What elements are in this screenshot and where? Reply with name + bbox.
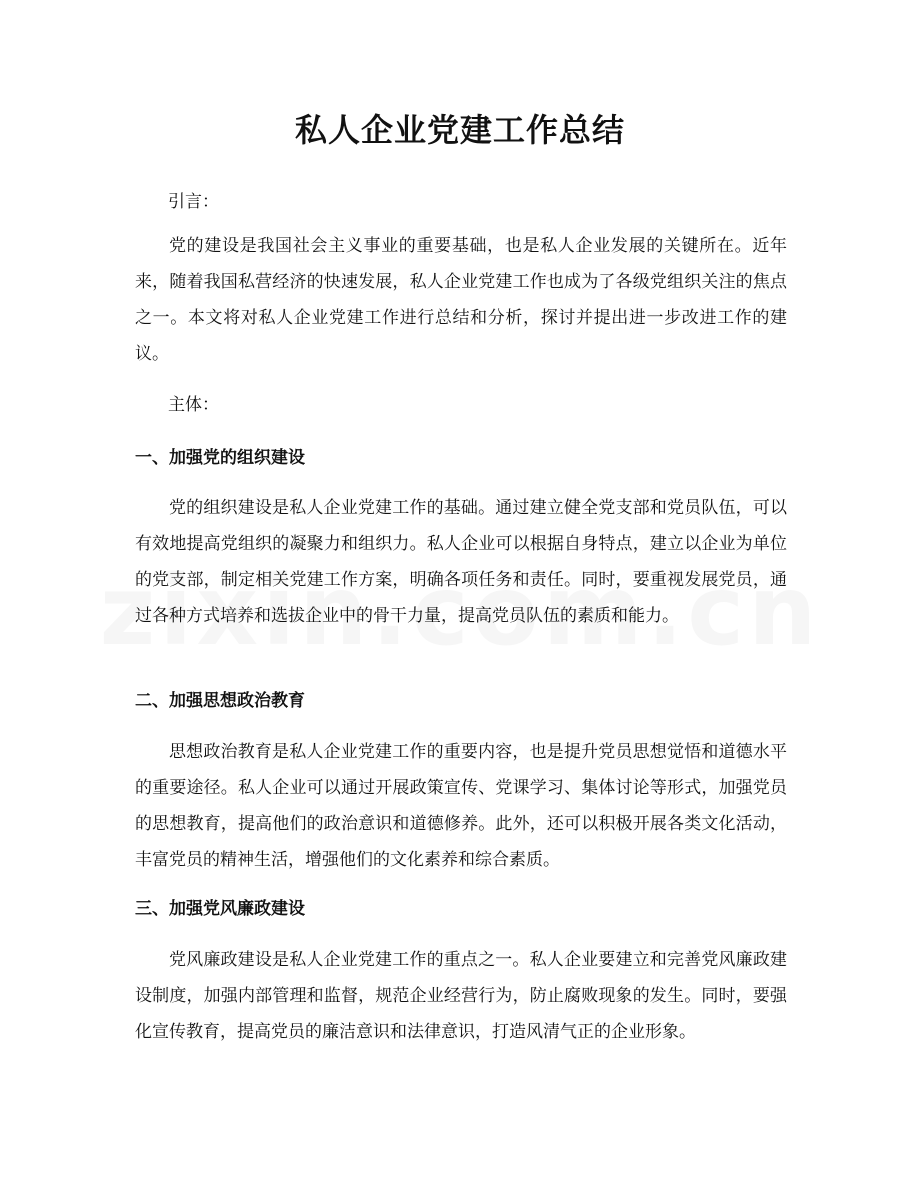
section-1-heading: 一、加强党的组织建设 [135, 448, 305, 468]
section-3-paragraph: 党风廉政建设是私人企业党建工作的重点之一。私人企业要建立和完善党风廉政建设制度，加强内部管理和监督，规范企业经营行为，防止腐败现象的发生。同时，要强化宣传教育，提高党员的廉洁意识和法律意识，打造风清气正的企业形象。 [135, 950, 787, 1042]
body-label: 主体： [168, 395, 219, 415]
section-3-heading: 三、加强党风廉政建设 [135, 899, 305, 919]
intro-paragraph: 党的建设是我国社会主义事业的重要基础，也是私人企业发展的关键所在。近年来，随着我国私营经济的快速发展，私人企业党建工作也成为了各级党组织关注的焦点之一。本文将对私人企业党建工作进行总结和分析，探讨并提出进一步改进工作的建议。 [135, 236, 787, 364]
section-1-paragraph: 党的组织建设是私人企业党建工作的基础。通过建立健全党支部和党员队伍，可以有效地提高党组织的凝聚力和组织力。私人企业可以根据自身特点，建立以企业为单位的党支部，制定相关党建工作方案，明确各项任务和责任。同时，要重视发展党员，通过各种方式培养和选拔企业中的骨干力量，提高党员队伍的素质和能力。 [135, 498, 787, 626]
section-2-heading: 二、加强思想政治教育 [135, 691, 305, 711]
intro-label: 引言： [168, 192, 219, 212]
page-title: 私人企业党建工作总结 [294, 111, 625, 149]
section-2-paragraph: 思想政治教育是私人企业党建工作的重要内容，也是提升党员思想觉悟和道德水平的重要途径。私人企业可以通过开展政策宣传、党课学习、集体讨论等形式，加强党员的思想教育，提高他们的政治意识和道德修养。此外，还可以积极开展各类文化活动，丰富党员的精神生活，增强他们的文化素养和综合素质。 [135, 742, 787, 870]
